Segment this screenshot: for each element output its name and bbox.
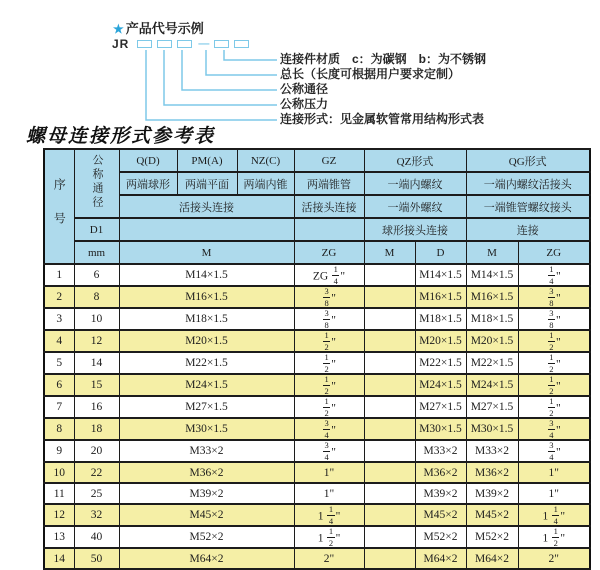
cell-qz-d: M18×1.5 (415, 308, 466, 330)
diagram-heading (113, 18, 204, 37)
blank-cell-gz (294, 218, 364, 241)
cell-qg-m: M24×1.5 (466, 374, 518, 396)
cell-m: M39×2 (119, 483, 294, 504)
cell-qg-m: M52×2 (466, 526, 518, 548)
cell-gz-zg: $\frac{1}{2}$ " (294, 396, 364, 418)
cell-qg-zg: $\frac{3}{4}$ " (518, 418, 590, 440)
cell-qg-zg: $\frac{1}{2}$ " (518, 374, 590, 396)
table-row (44, 462, 590, 483)
diagram-label-material: 连接件材质 c：为碳钢 b：为不锈钢 (280, 52, 487, 66)
table-row (44, 308, 590, 330)
cell-qg-zg: 2" (518, 548, 590, 569)
cell-qz-d: M22×1.5 (415, 352, 466, 374)
table-row (44, 440, 590, 462)
cell-dn: 22 (74, 462, 119, 483)
cell-seq: 2 (44, 286, 74, 308)
cell-gz-zg: $\frac{1}{2}$ " (294, 330, 364, 352)
code-box-2 (157, 40, 172, 48)
table-row (44, 504, 590, 526)
cell-qg-m: M22×1.5 (466, 352, 518, 374)
form-desc-qz: 一端内螺纹 (364, 172, 466, 195)
sub-qg-m: M (466, 241, 518, 264)
table-row (44, 352, 590, 374)
cell-gz-zg: $\frac{3}{8}$ " (294, 308, 364, 330)
cell-m: M20×1.5 (119, 330, 294, 352)
table-row (44, 548, 590, 569)
cell-qg-zg: 1 $\frac{1}{4}$ " (518, 504, 590, 526)
cell-seq: 11 (44, 483, 74, 504)
cell-qz-m (364, 483, 415, 504)
code-box-4 (214, 40, 229, 48)
cell-qz-d: M24×1.5 (415, 374, 466, 396)
cell-qz-m (364, 526, 415, 548)
table-row (44, 286, 590, 308)
form-code-qg: QG形式 (466, 149, 590, 172)
cell-dn: 15 (74, 374, 119, 396)
form-code-q: Q(D) (119, 149, 177, 172)
cell-qg-zg: $\frac{1}{2}$ " (518, 352, 590, 374)
cell-qg-zg: $\frac{3}{8}$ " (518, 308, 590, 330)
qz-row3: 一端外螺纹 (364, 195, 466, 218)
code-box-1 (137, 40, 152, 48)
code-dash: — (198, 38, 210, 50)
form-code-pm: PM(A) (177, 149, 237, 172)
cell-qg-m: M20×1.5 (466, 330, 518, 352)
header-row-5 (44, 241, 590, 264)
cell-dn: 25 (74, 483, 119, 504)
cell-m: M52×2 (119, 526, 294, 548)
cell-qg-m: M14×1.5 (466, 264, 518, 286)
cell-gz-zg: 1 $\frac{1}{4}$ " (294, 504, 364, 526)
cell-dn: 40 (74, 526, 119, 548)
cell-qz-d: M36×2 (415, 462, 466, 483)
cell-qg-zg: $\frac{1}{2}$ " (518, 396, 590, 418)
col-header-seq-text: 序号 (52, 178, 67, 246)
cell-qz-m (364, 396, 415, 418)
cell-qz-m (364, 352, 415, 374)
sub-m-wide: M (119, 241, 294, 264)
cell-qg-m: M64×2 (466, 548, 518, 569)
cell-m: M22×1.5 (119, 352, 294, 374)
cell-dn: 20 (74, 440, 119, 462)
cell-qz-d: M33×2 (415, 440, 466, 462)
cell-m: M45×2 (119, 504, 294, 526)
cell-qg-m: M33×2 (466, 440, 518, 462)
cell-seq: 4 (44, 330, 74, 352)
form-code-qz: QZ形式 (364, 149, 466, 172)
cell-dn: 10 (74, 308, 119, 330)
cell-seq: 14 (44, 548, 74, 569)
cell-m: M64×2 (119, 548, 294, 569)
cell-seq: 7 (44, 396, 74, 418)
form-desc-gz: 两端锥管 (294, 172, 364, 195)
diagram-label-diameter: 公称通径 (280, 82, 329, 96)
cell-gz-zg: 2" (294, 548, 364, 569)
cell-qz-d: M20×1.5 (415, 330, 466, 352)
diagram-label-form: 连接形式：见金属软管常用结构形式表 (280, 112, 485, 126)
cell-m: M18×1.5 (119, 308, 294, 330)
cell-m: M16×1.5 (119, 286, 294, 308)
diagram-label-length: 总长（长度可根据用户要求定制） (280, 67, 461, 81)
sub-qg-zg: ZG (518, 241, 590, 264)
cell-qg-m: M16×1.5 (466, 286, 518, 308)
table-body (44, 264, 590, 569)
form-code-gz: GZ (294, 149, 364, 172)
cell-seq: 12 (44, 504, 74, 526)
union-joint-gz: 活接头连接 (294, 195, 364, 218)
mm-label: mm (74, 241, 119, 264)
cell-gz-zg: ZG $\frac{1}{4}$ " (294, 264, 364, 286)
cell-qz-d: M64×2 (415, 548, 466, 569)
table-row (44, 418, 590, 440)
cell-qz-d: M14×1.5 (415, 264, 466, 286)
sub-qz-m: M (364, 241, 415, 264)
connector-line-diameter (182, 50, 277, 90)
cell-qz-d: M16×1.5 (415, 286, 466, 308)
product-code-row (112, 39, 254, 49)
connector-line-form (146, 50, 277, 120)
header-row-1 (44, 149, 590, 172)
cell-qz-d: M30×1.5 (415, 418, 466, 440)
cell-qz-d: M27×1.5 (415, 396, 466, 418)
cell-dn: 8 (74, 286, 119, 308)
d1-label: D1 (74, 218, 119, 241)
cell-m: M14×1.5 (119, 264, 294, 286)
cell-dn: 14 (74, 352, 119, 374)
cell-dn: 50 (74, 548, 119, 569)
cell-seq: 8 (44, 418, 74, 440)
cell-gz-zg: $\frac{1}{2}$ " (294, 352, 364, 374)
cell-seq: 5 (44, 352, 74, 374)
cell-qg-zg: $\frac{1}{2}$ " (518, 330, 590, 352)
table-row (44, 526, 590, 548)
cell-gz-zg: 1" (294, 483, 364, 504)
union-joint-left: 活接头连接 (119, 195, 294, 218)
table-header (44, 149, 590, 264)
cell-qg-zg: $\frac{3}{4}$ " (518, 440, 590, 462)
cell-qz-m (364, 308, 415, 330)
cell-m: M33×2 (119, 440, 294, 462)
qz-row4: 球形接头连接 (364, 218, 466, 241)
header-row-2 (44, 172, 590, 195)
cell-qg-zg: $\frac{1}{4}$ " (518, 264, 590, 286)
form-desc-nz: 两端内锥 (237, 172, 294, 195)
star-icon: ★ (113, 22, 124, 36)
cell-qg-zg: $\frac{3}{8}$ " (518, 286, 590, 308)
cell-gz-zg: 1" (294, 462, 364, 483)
cell-qg-m: M30×1.5 (466, 418, 518, 440)
cell-seq: 6 (44, 374, 74, 396)
connector-line-material (224, 50, 277, 60)
product-code-prefix: JR (112, 37, 130, 51)
cell-m: M36×2 (119, 462, 294, 483)
cell-qg-m: M39×2 (466, 483, 518, 504)
cell-gz-zg: $\frac{3}{4}$ " (294, 440, 364, 462)
diagram-heading-text: 产品代号示例 (125, 21, 204, 36)
cell-dn: 16 (74, 396, 119, 418)
qg-row3: 一端锥管螺纹接头 (466, 195, 590, 218)
cell-dn: 18 (74, 418, 119, 440)
cell-qz-m (364, 440, 415, 462)
cell-qz-m (364, 374, 415, 396)
cell-qz-m (364, 264, 415, 286)
blank-cell-left (119, 218, 294, 241)
table-title: 螺母连接形式参考表 (26, 126, 216, 147)
cell-dn: 12 (74, 330, 119, 352)
table-row (44, 264, 590, 286)
col-header-seq (44, 149, 74, 264)
table-row (44, 483, 590, 504)
cell-qz-d: M45×2 (415, 504, 466, 526)
cell-qz-d: M52×2 (415, 526, 466, 548)
cell-m: M24×1.5 (119, 374, 294, 396)
cell-qz-m (364, 548, 415, 569)
table-row (44, 330, 590, 352)
cell-m: M30×1.5 (119, 418, 294, 440)
cell-seq: 13 (44, 526, 74, 548)
header-row-3 (44, 195, 590, 218)
cell-gz-zg: $\frac{3}{4}$ " (294, 418, 364, 440)
cell-seq: 9 (44, 440, 74, 462)
form-code-nz: NZ(C) (237, 149, 294, 172)
cell-qg-m: M27×1.5 (466, 396, 518, 418)
cell-seq: 10 (44, 462, 74, 483)
connector-line-length (206, 50, 277, 75)
qg-row4: 连接 (466, 218, 590, 241)
col-header-dn-text: 公称通径 (91, 154, 103, 210)
cell-seq: 1 (44, 264, 74, 286)
header-row-4 (44, 218, 590, 241)
cell-qg-zg: 1" (518, 483, 590, 504)
cell-qz-m (364, 330, 415, 352)
connector-line-pressure (164, 50, 277, 105)
cell-gz-zg: $\frac{1}{2}$ " (294, 374, 364, 396)
cell-qz-m (364, 462, 415, 483)
diagram-label-pressure: 公称压力 (280, 97, 329, 111)
cell-qz-m (364, 418, 415, 440)
code-box-5 (234, 40, 249, 48)
table-row (44, 396, 590, 418)
cell-dn: 32 (74, 504, 119, 526)
form-desc-pm: 两端平面 (177, 172, 237, 195)
cell-qz-m (364, 504, 415, 526)
cell-qz-d: M39×2 (415, 483, 466, 504)
form-desc-qg: 一端内螺纹活接头 (466, 172, 590, 195)
cell-qg-m: M18×1.5 (466, 308, 518, 330)
sub-gz-zg: ZG (294, 241, 364, 264)
cell-seq: 3 (44, 308, 74, 330)
nut-connection-table (43, 148, 591, 570)
cell-qz-m (364, 286, 415, 308)
cell-m: M27×1.5 (119, 396, 294, 418)
cell-qg-m: M36×2 (466, 462, 518, 483)
code-box-3 (177, 40, 192, 48)
cell-qg-m: M45×2 (466, 504, 518, 526)
cell-qg-zg: 1 $\frac{1}{2}$ " (518, 526, 590, 548)
cell-gz-zg: $\frac{3}{8}$ " (294, 286, 364, 308)
cell-gz-zg: 1 $\frac{1}{2}$ " (294, 526, 364, 548)
table-row (44, 374, 590, 396)
sub-qz-d: D (415, 241, 466, 264)
cell-qg-zg: 1" (518, 462, 590, 483)
col-header-dn (74, 149, 119, 218)
form-desc-q: 两端球形 (119, 172, 177, 195)
cell-dn: 6 (74, 264, 119, 286)
